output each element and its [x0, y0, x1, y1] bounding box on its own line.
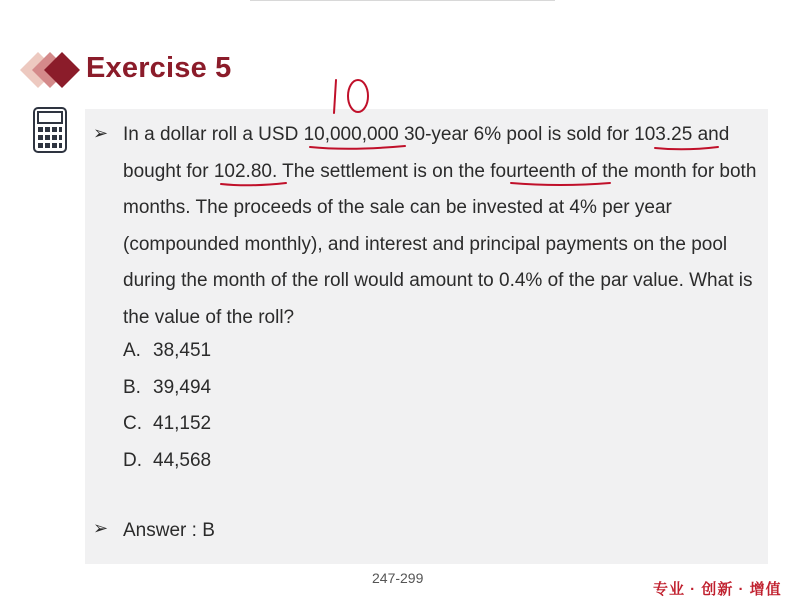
handwritten-zero [348, 80, 368, 112]
option-c: C. 41,152 [123, 413, 212, 434]
top-divider [250, 0, 555, 1]
option-b: B. 39,494 [123, 376, 212, 398]
diamond-decoration-icon [20, 50, 80, 90]
option-d: D. 44,568 [123, 449, 212, 471]
page-number: 247-299 [372, 570, 424, 586]
arrow-bullet-icon: ➢ [93, 123, 109, 143]
answer-text: Answer : B [123, 520, 215, 541]
option-a: A. 38,451 [123, 340, 212, 361]
calculator-icon [33, 107, 67, 153]
arrow-bullet-icon: ➢ [93, 518, 109, 538]
options-list [123, 333, 211, 479]
question-panel [85, 109, 768, 564]
question-text: In a dollar roll a USD 10,000,000 30-year 6% pool is sold for 103.25 and bought for 102.80. The settlement is on the fourteenth of the month for both months. The proceeds of the sale can be invested at 4% per year (compounded monthly), and interest and principal payments on the pool during the month of the roll would amount to 0.4% of the par value. What is the value of the roll? [123, 124, 757, 328]
page-title: Exercise 5 [86, 52, 232, 84]
footer-slogan: 专业 · 创新 · 增值 [653, 581, 782, 598]
